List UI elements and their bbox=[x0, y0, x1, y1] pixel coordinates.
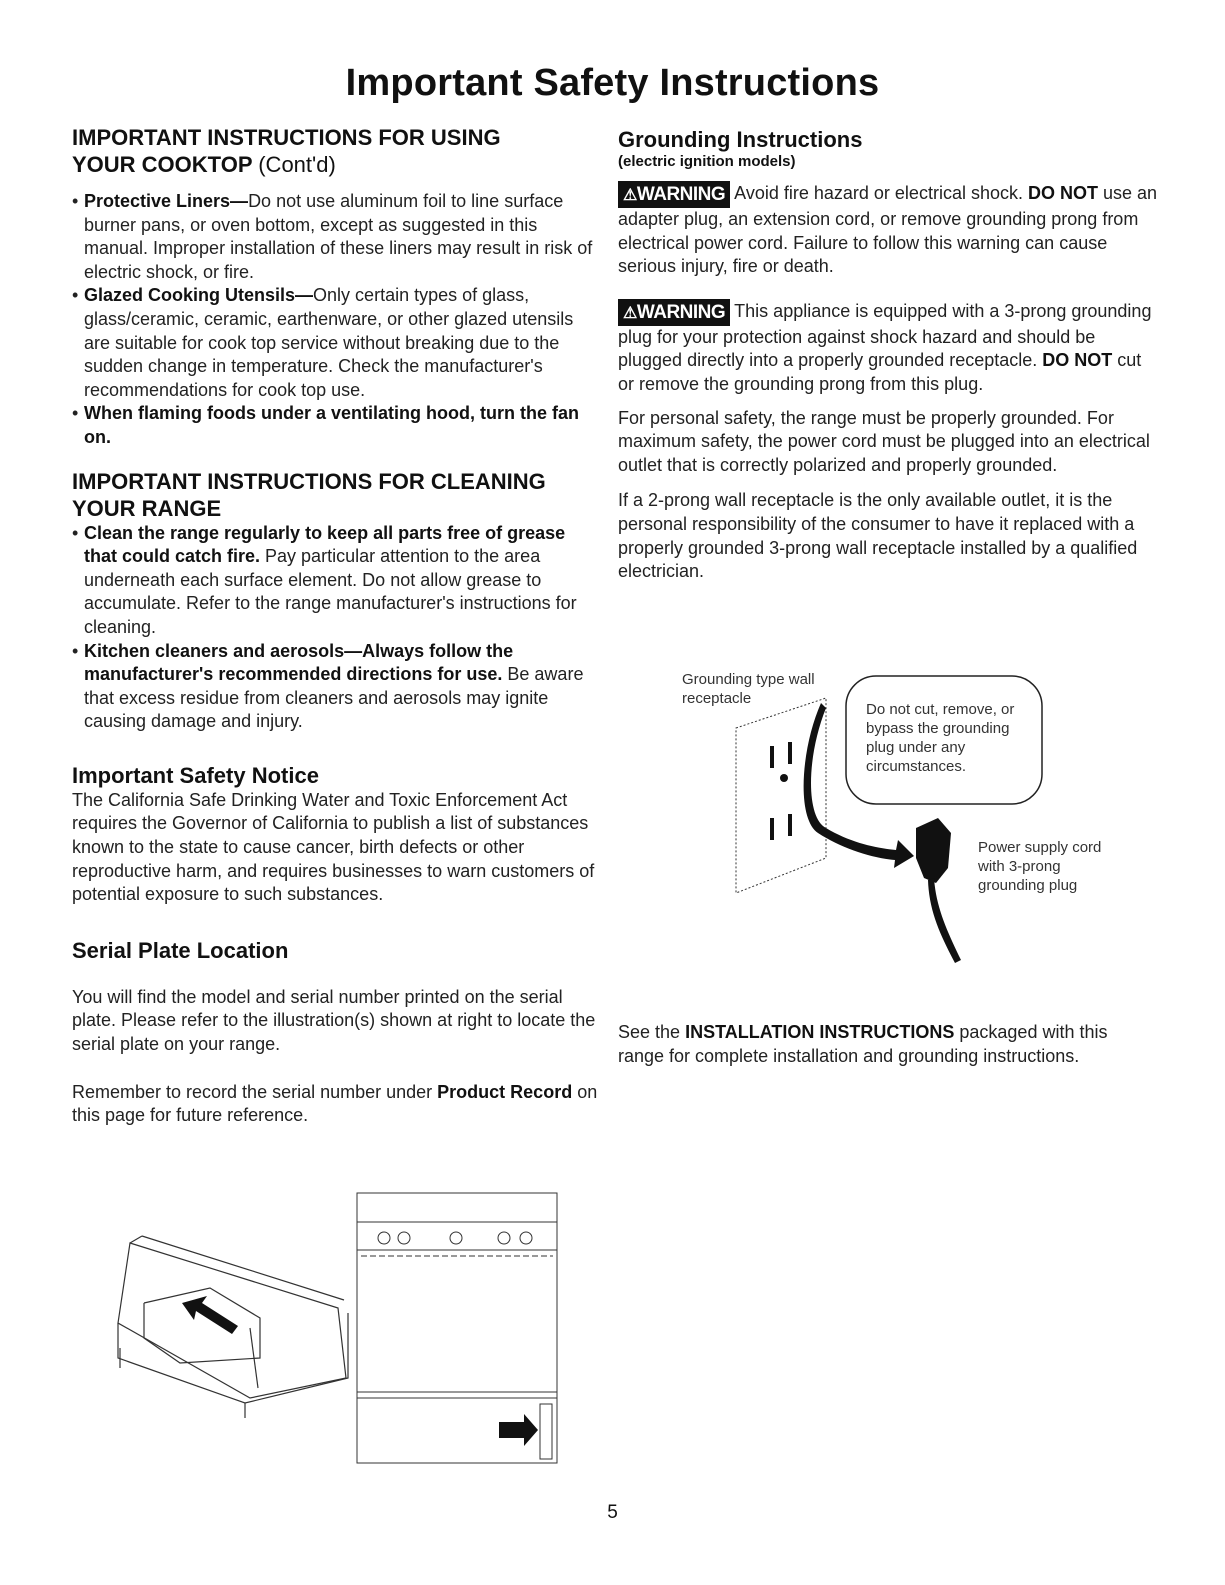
item-text: Do not use aluminum foil to line surface burner pans, or oven bottom, except as suggested in this manual. Improper installation of these liners may result in risk of electric shock, or fire. bbox=[84, 191, 593, 282]
item-text: Pay particular attention to the area underneath each surface element. Do not allow grease to accumulate. Refer to the range manufacturer's instructions for cleaning. bbox=[84, 546, 577, 637]
page-title: Important Safety Instructions bbox=[345, 62, 880, 104]
warning-label: WARNING bbox=[636, 184, 726, 205]
install-suffix: packaged with this range for complete installation and grounding instructions. bbox=[618, 1022, 1108, 1066]
warning-bold: DO NOT bbox=[1042, 350, 1113, 371]
cooktop-heading bbox=[72, 124, 600, 178]
install-bold: INSTALLATION INSTRUCTIONS bbox=[685, 1022, 955, 1042]
right-column bbox=[618, 126, 1158, 584]
warning-badge bbox=[618, 299, 730, 326]
serial-record-text bbox=[72, 1081, 600, 1128]
warning-text: cut or remove the grounding prong from this plug. bbox=[618, 350, 1142, 394]
list-item bbox=[72, 522, 600, 640]
warning-paragraph-2 bbox=[618, 299, 1158, 397]
grounding-figure bbox=[676, 668, 1126, 968]
warning-text: use an adapter plug, an extension cord, or remove grounding prong from electrical power cord. Failure to follow this warning can cause serious injury, fire or death. bbox=[618, 183, 1158, 277]
receptacle-label: Grounding type wall receptacle bbox=[682, 671, 815, 707]
item-text: Be aware that excess residue from cleaners and aerosols may ignite causing damage and injury. bbox=[84, 664, 584, 732]
warning-triangle-icon: ⚠ bbox=[623, 304, 637, 322]
serial-text: You will find the model and serial number printed on the serial plate. Please refer to the illustration(s) shown at right to locate the serial plate on your range. bbox=[72, 986, 596, 1055]
item-bold: When flaming foods under a ventilating hood, turn the fan on. bbox=[84, 403, 579, 447]
grounding-subheading: (electric ignition models) bbox=[618, 153, 796, 170]
cleaning-heading-line1: IMPORTANT INSTRUCTIONS FOR CLEANING bbox=[72, 468, 546, 494]
left-column bbox=[72, 124, 600, 1128]
list-item bbox=[72, 284, 600, 402]
cord-label: Power supply cord with 3-prong grounding plug bbox=[978, 839, 1102, 894]
warning-text: This appliance is equipped with a 3-prong grounding plug for your protection against shock hazard and should be plugged directly into a properly grounded receptacle. bbox=[618, 300, 1152, 371]
cooktop-list bbox=[72, 190, 600, 450]
page-number: 5 bbox=[607, 1502, 618, 1523]
grounding-para-1: For personal safety, the range must be properly grounded. For maximum safety, the power cord must be plugged into an electrical outlet that is correctly polarized and properly grounded. bbox=[618, 407, 1150, 475]
record-suffix: on this page for future reference. bbox=[72, 1081, 598, 1126]
warning-text: Avoid fire hazard or electrical shock. bbox=[734, 183, 1028, 203]
warning-label: WARNING bbox=[636, 301, 726, 323]
item-bold: Glazed Cooking Utensils— bbox=[84, 285, 314, 306]
cooktop-heading-cont: (Cont'd) bbox=[258, 152, 336, 177]
warning-bold: DO NOT bbox=[1027, 183, 1098, 203]
callout-text: Do not cut, remove, or bypass the grounding plug under any circumstances. bbox=[866, 701, 1015, 775]
record-bold: Product Record bbox=[437, 1081, 573, 1102]
grounding-para-2: If a 2-prong wall receptacle is the only available outlet, it is the personal responsibility of the consumer to have it replaced with a properly grounded 3-prong wall receptacle installed by a qualified electrician. bbox=[618, 490, 1138, 582]
warning-paragraph-1 bbox=[618, 181, 1158, 279]
list-item bbox=[72, 640, 600, 734]
list-item bbox=[72, 402, 600, 449]
list-item bbox=[72, 190, 600, 284]
cleaning-heading bbox=[72, 468, 600, 522]
cooktop-heading-line1: IMPORTANT INSTRUCTIONS FOR USING bbox=[72, 125, 501, 150]
item-bold: Clean the range regularly to keep all parts free of grease that could catch fire. bbox=[84, 522, 566, 567]
warning-badge bbox=[618, 181, 730, 208]
item-bold: Protective Liners— bbox=[84, 191, 249, 211]
grounding-heading: Grounding Instructions bbox=[618, 127, 863, 152]
cleaning-heading-line2: YOUR RANGE bbox=[72, 495, 222, 521]
item-text: Only certain types of glass, glass/ceramic, ceramic, earthenware, or other glazed utensils are suitable for cook top service without breaking due to the sudden change in temperature. Check the manufacturer's recommendations for cook top use. bbox=[84, 285, 574, 400]
item-bold: Kitchen cleaners and aerosols—Always follow the manufacturer's recommended directions for use. bbox=[84, 640, 514, 685]
serial-heading: Serial Plate Location bbox=[72, 937, 289, 963]
record-prefix: Remember to record the serial number under bbox=[72, 1081, 438, 1102]
cooktop-serial-illustration bbox=[110, 1228, 355, 1423]
install-note bbox=[618, 1021, 1158, 1068]
cooktop-heading-line2: YOUR COOKTOP bbox=[72, 152, 253, 177]
install-prefix: See the bbox=[618, 1022, 686, 1042]
notice-heading: Important Safety Notice bbox=[72, 762, 319, 788]
notice-text: The California Safe Drinking Water and Toxic Enforcement Act requires the Governor of California to publish a list of substances known to the state to cause cancer, birth defects or other reproductive harm, and requires businesses to warn customers of potential exposure to such substances. bbox=[72, 789, 595, 905]
range-serial-illustration bbox=[356, 1192, 561, 1467]
cleaning-list bbox=[72, 522, 600, 734]
warning-triangle-icon: ⚠ bbox=[623, 187, 637, 204]
